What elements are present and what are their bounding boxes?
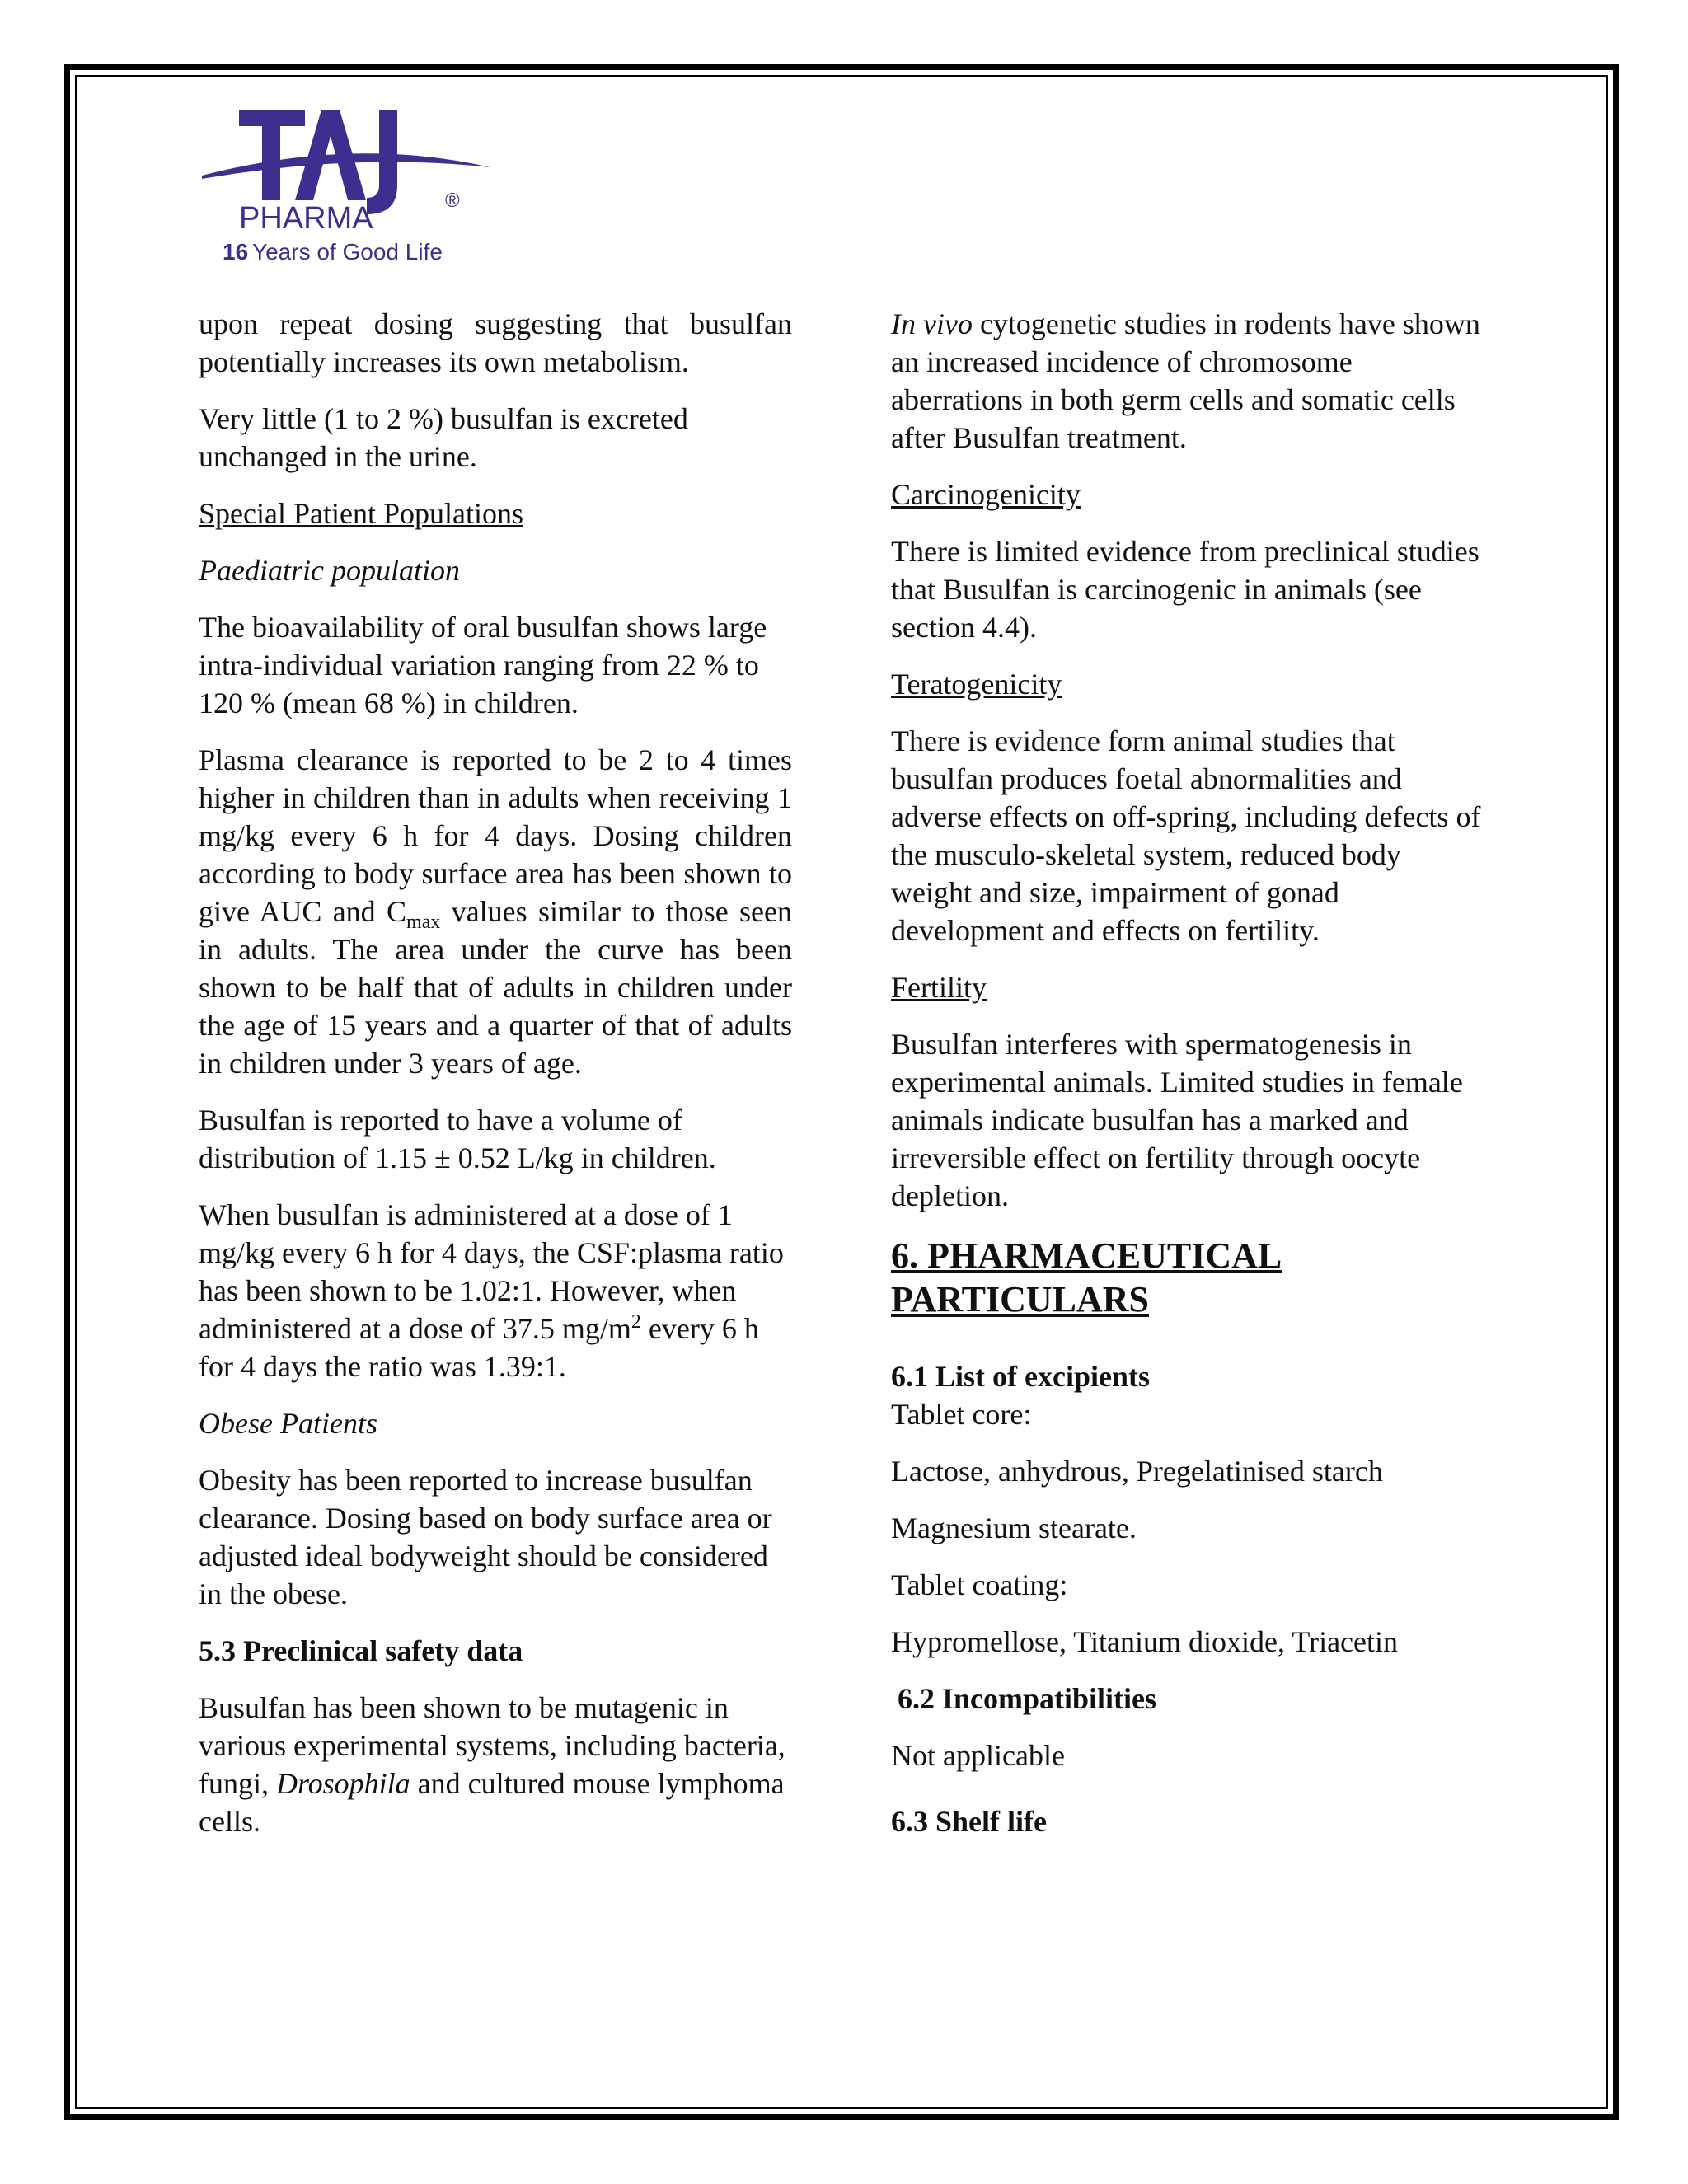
logo-tagline-number: 16: [223, 239, 249, 265]
heading-paediatric: Paediatric population: [199, 554, 460, 587]
paragraph-clearance: Plasma clearance is reported to be 2 to 4 times higher in children than in adults when receiving 1 mg/kg every 6 h for 4 days. Dosing children according to body surface area has been shown to give AUC and $C_{max}$ values similar to those seen in adults. The area under the curve has been shown to be half that of adults in children under the age of 15 years and a quarter of that of adults in children under 3 years of age.: [199, 743, 792, 1080]
paragraph-csf-ratio: When busulfan is administered at a dose of 1 mg/kg every 6 h for 4 days, the CSF:plasma ratio has been shown to be 1.02:1. However, when administered at a dose of 37.5 $mg/m^2$ every 6 h for 4 days the ratio was 1.39:1.: [199, 1198, 784, 1383]
tablet-core-items-2: Magnesium stearate.: [891, 1511, 1137, 1544]
paragraph-bioavailability: The bioavailability of oral busulfan shows large intra-individual variation ranging from 22 % to 120 % (mean 68 %) in children.: [199, 611, 767, 719]
right-column: [891, 305, 1484, 1859]
heading-carcinogenicity: Carcinogenicity: [891, 478, 1081, 511]
heading-pharmaceutical-particulars: 6. PHARMACEUTICAL PARTICULARS: [891, 1235, 1282, 1319]
logo-registered-mark: ®: [445, 190, 460, 212]
paragraph-urine: Very little (1 to 2 %) busulfan is excreted unchanged in the urine.: [199, 402, 688, 473]
paragraph-metabolism: upon repeat dosing suggesting that busulfan potentially increases its own metabolism.: [199, 307, 792, 378]
logo-pharma-text: PHARMA: [239, 201, 373, 236]
heading-teratogenicity: Teratogenicity: [891, 668, 1062, 701]
paragraph-carcinogenicity: There is limited evidence from preclinical studies that Busulfan is carcinogenic in animals (see section 4.4).: [891, 535, 1479, 644]
tablet-core-label: Tablet core:: [891, 1398, 1032, 1431]
tablet-coating-items: Hypromellose, Titanium dioxide, Triacetin: [891, 1625, 1399, 1658]
tablet-core-items: Lactose, anhydrous, Pregelatinised starch: [891, 1455, 1383, 1488]
paragraph-mutagenic: Busulfan has been shown to be mutagenic in various experimental systems, including bacteria, fungi, Drosophila and cultured mouse lymphoma cells.: [199, 1691, 785, 1838]
taj-pharma-logo: [198, 103, 511, 268]
paragraph-incompatibilities: Not applicable: [891, 1739, 1065, 1772]
left-column: [199, 305, 792, 1859]
heading-incompatibilities: 6.2 Incompatibilities: [898, 1682, 1157, 1715]
heading-special-populations: Special Patient Populations: [199, 497, 523, 530]
tablet-coating-label: Tablet coating:: [891, 1568, 1068, 1601]
heading-obese: Obese Patients: [199, 1407, 377, 1440]
paragraph-fertility: Busulfan interferes with spermatogenesis in experimental animals. Limited studies in female animals indicate busulfan has a marked and irreversible effect on fertility through oocyte depletion.: [891, 1028, 1463, 1212]
logo-tagline-text: Years of Good Life: [252, 239, 443, 265]
paragraph-obesity: Obesity has been reported to increase busulfan clearance. Dosing based on body surface area or adjusted ideal bodyweight should be considered in the obese.: [199, 1464, 772, 1610]
heading-preclinical: 5.3 Preclinical safety data: [199, 1634, 523, 1667]
paragraph-volume-distribution: Busulfan is reported to have a volume of distribution of 1.15 ± 0.52 L/kg in children.: [199, 1104, 716, 1174]
heading-excipients: 6.1 List of excipients: [891, 1360, 1150, 1393]
heading-shelf-life: 6.3 Shelf life: [891, 1805, 1047, 1838]
heading-fertility: Fertility: [891, 971, 987, 1004]
paragraph-teratogenicity: There is evidence form animal studies that busulfan produces foetal abnormalities and adverse effects on off-spring, including defects of the musculo-skeletal system, reduced body weight and size, impairment of gonad development and effects on fertility.: [891, 724, 1481, 947]
paragraph-in-vivo: In vivo cytogenetic studies in rodents have shown an increased incidence of chromosome aberrations in both germ cells and somatic cells after Busulfan treatment.: [891, 307, 1480, 454]
